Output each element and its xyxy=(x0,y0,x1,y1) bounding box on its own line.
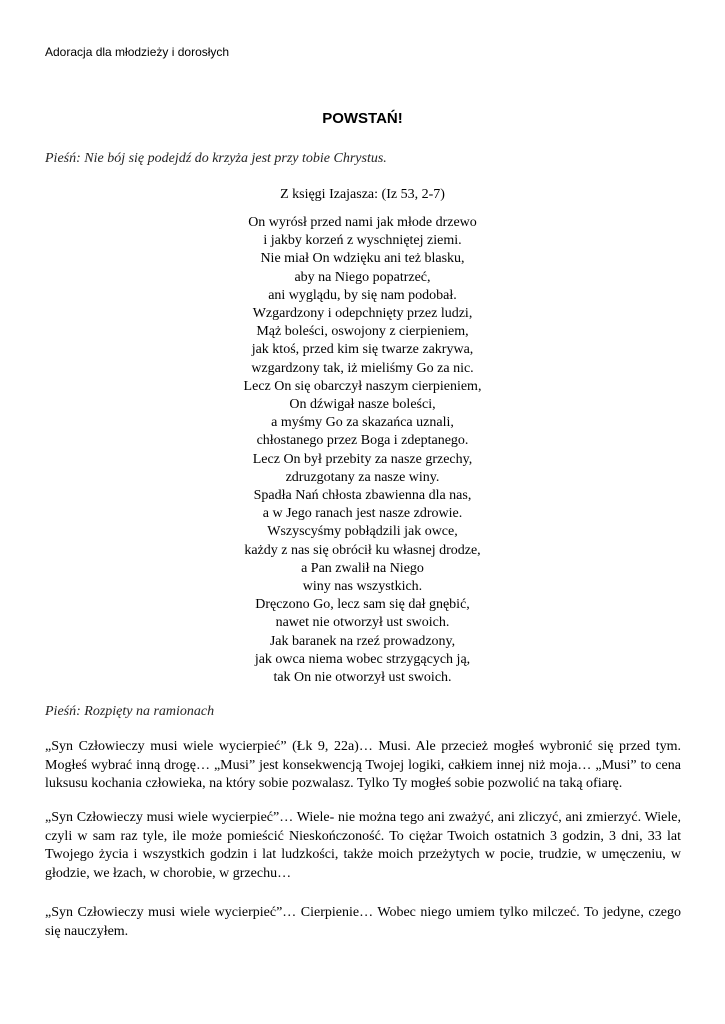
poem-line: Lecz On się obarczył naszym cierpieniem, xyxy=(243,378,482,394)
poem-line: Lecz On był przebity za nasze grzechy, xyxy=(252,451,473,467)
poem-line: każdy z nas się obrócił ku własnej drodze, xyxy=(244,542,481,558)
paragraph: „Syn Człowieczy musi wiele wycierpieć” (Łk 9, 22a)… Musi. Ale przecież mogłeś wybronić się przed tym. Mogłeś wybrać inną drogę… „Musi” jest konsekwencją Twojej logiki, całkiem innej niż moja… „Musi” to cena luksusu kochania człowieka, na który sobie pozwalasz. Tylko Ty mogłeś sobie pozwolić na taką ofiarę. xyxy=(45,739,681,791)
poem-line: Spadła Nań chłosta zbawienna dla nas, xyxy=(253,488,472,504)
song-note-2: Pieśń: Rozpięty na ramionach xyxy=(45,704,215,719)
poem-line: jak owca niema wobec strzygących ją, xyxy=(254,651,471,667)
poem-line: a Pan zwalił na Niego xyxy=(301,560,424,576)
poem-line: On wyrósł przed nami jak młode drzewo xyxy=(248,215,477,230)
reading-source xyxy=(0,187,725,203)
poem-line: tak On nie otworzył ust swoich. xyxy=(273,670,452,686)
poem-line: Mąż boleści, oswojony z cierpieniem, xyxy=(256,324,469,340)
title-text: POWSTAŃ! xyxy=(322,110,403,127)
paragraph: „Syn Człowieczy musi wiele wycierpieć”… Wiele- nie można tego ani zważyć, ani zliczyć, ani zmierzyć. Wiele, czyli w sam raz tyle, ile może pomieścić Nieskończoność. To ciężar Twoich ostatnich 3 godzin, 3 dni, 33 lat Twojego życia i wszystkich godzin i lat ludzkości, także moich przeżytych w pocie, trudzie, w umęczeniu, w głodzie, we łzach, w chorobie, w grzechu… xyxy=(45,810,681,881)
document-title xyxy=(0,110,725,127)
poem-line: Jak baranek na rzeź prowadzony, xyxy=(269,633,456,649)
poem-line: i jakby korzeń z wyschniętej ziemi. xyxy=(263,233,462,249)
poem-line: Wszyscyśmy pobłądzili jak owce, xyxy=(267,524,458,540)
poem-line: chłostanego przez Boga i zdeptanego. xyxy=(256,433,469,449)
poem-line: ani wyglądu, by się nam podobał. xyxy=(268,287,457,303)
song-note-1: Pieśń: Nie bój się podejdź do krzyża jest przy tobie Chrystus. xyxy=(45,151,387,166)
poem-line: Dręczono Go, lecz sam się dał gnębić, xyxy=(255,597,470,613)
poem-line: aby na Niego popatrzeć, xyxy=(294,269,431,285)
paragraph: „Syn Człowieczy musi wiele wycierpieć”… Cierpienie… Wobec niego umiem tylko milczeć. To jedyne, czego się nauczyłem. xyxy=(45,905,681,939)
poem xyxy=(0,214,725,687)
poem-line: nawet nie otworzył ust swoich. xyxy=(275,615,450,631)
reading-source-text: Z księgi Izajasza: (Iz 53, 2-7) xyxy=(280,187,445,202)
page-header: Adoracja dla młodzieży i dorosłych xyxy=(45,45,230,59)
poem-line: a w Jego ranach jest nasze zdrowie. xyxy=(262,506,463,522)
poem-line: Wzgardzony i odepchnięty przez ludzi, xyxy=(252,306,473,322)
poem-line: jak ktoś, przed kim się twarze zakrywa, xyxy=(251,342,474,358)
poem-line: a myśmy Go za skazańca uznali, xyxy=(271,415,454,431)
poem-line: Nie miał On wdzięku ani też blasku, xyxy=(260,251,465,267)
poem-line: On dźwigał nasze boleści, xyxy=(289,397,436,413)
poem-line: wzgardzony tak, iż mieliśmy Go za nic. xyxy=(251,360,474,376)
poem-line: zdruzgotany za nasze winy. xyxy=(285,469,440,485)
poem-line: winy nas wszystkich. xyxy=(302,579,423,595)
